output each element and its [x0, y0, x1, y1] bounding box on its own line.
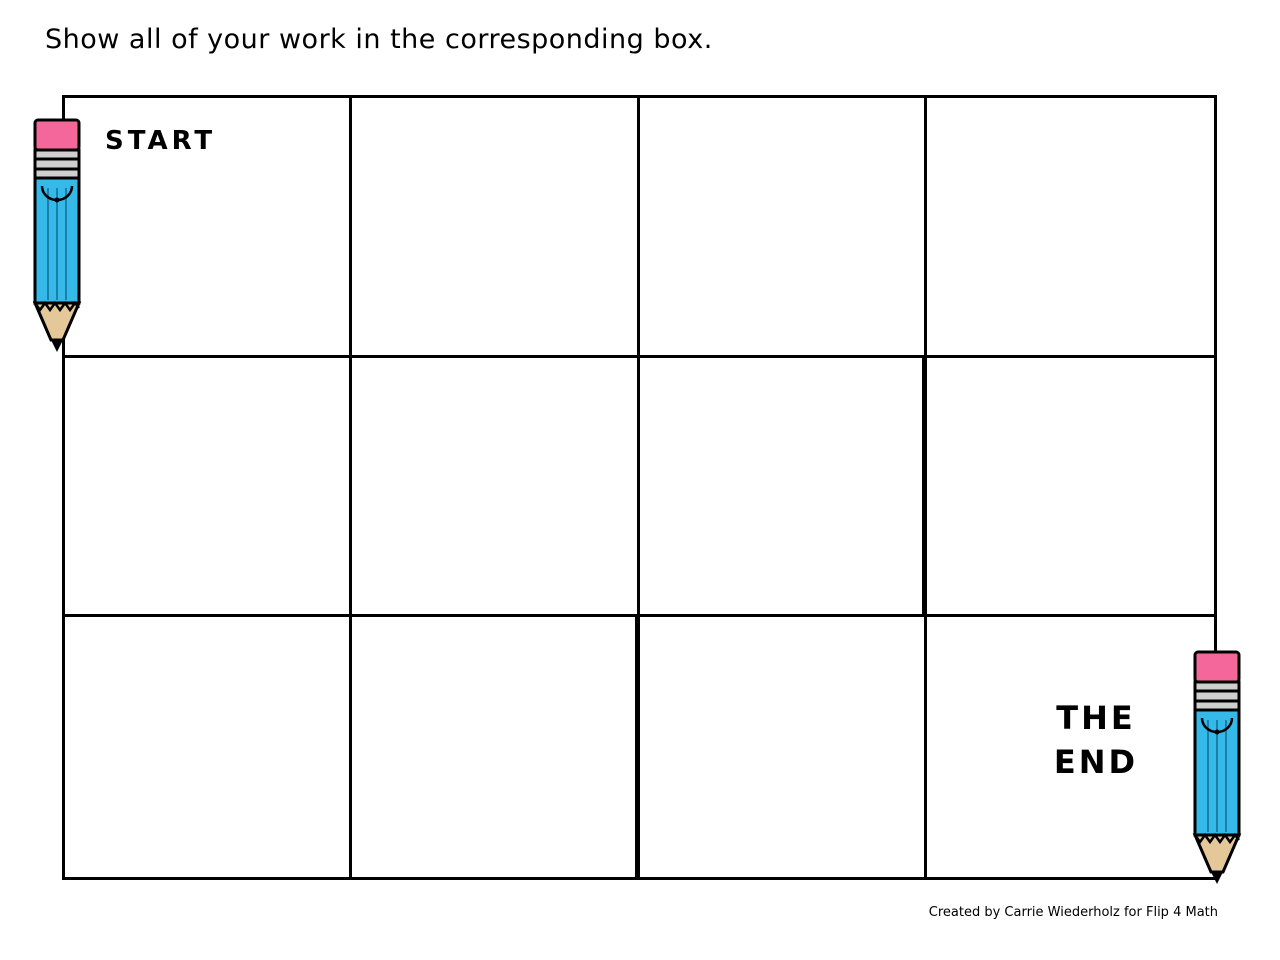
start-label: START [105, 126, 217, 156]
work-cell-r3c1[interactable] [65, 617, 352, 877]
work-cell-r1c3[interactable] [640, 98, 927, 358]
instruction-text: Show all of your work in the corresponding box. [45, 24, 713, 55]
work-cell-r1c4[interactable] [927, 98, 1214, 358]
credit-text: Created by Carrie Wiederholz for Flip 4 Math [928, 905, 1218, 920]
work-cell-r1c2[interactable] [352, 98, 639, 358]
work-cell-r2c1[interactable] [65, 358, 352, 618]
work-cell-r2c2[interactable] [352, 358, 639, 618]
work-cell-r3c4[interactable] [927, 617, 1214, 877]
work-grid-wrapper [62, 95, 1217, 880]
end-label [1006, 697, 1186, 783]
end-label-line-2: END [1053, 742, 1139, 781]
work-grid [62, 95, 1217, 880]
pencil-icon [1190, 650, 1244, 885]
work-cell-r1c1[interactable] [65, 98, 352, 358]
work-cell-r2c3[interactable] [640, 358, 927, 618]
work-cell-r3c3[interactable] [640, 617, 927, 877]
end-label-line-1: THE [1056, 699, 1136, 738]
pencil-icon [30, 118, 84, 353]
work-cell-r3c2[interactable] [352, 617, 639, 877]
work-cell-r2c4[interactable] [927, 358, 1214, 618]
